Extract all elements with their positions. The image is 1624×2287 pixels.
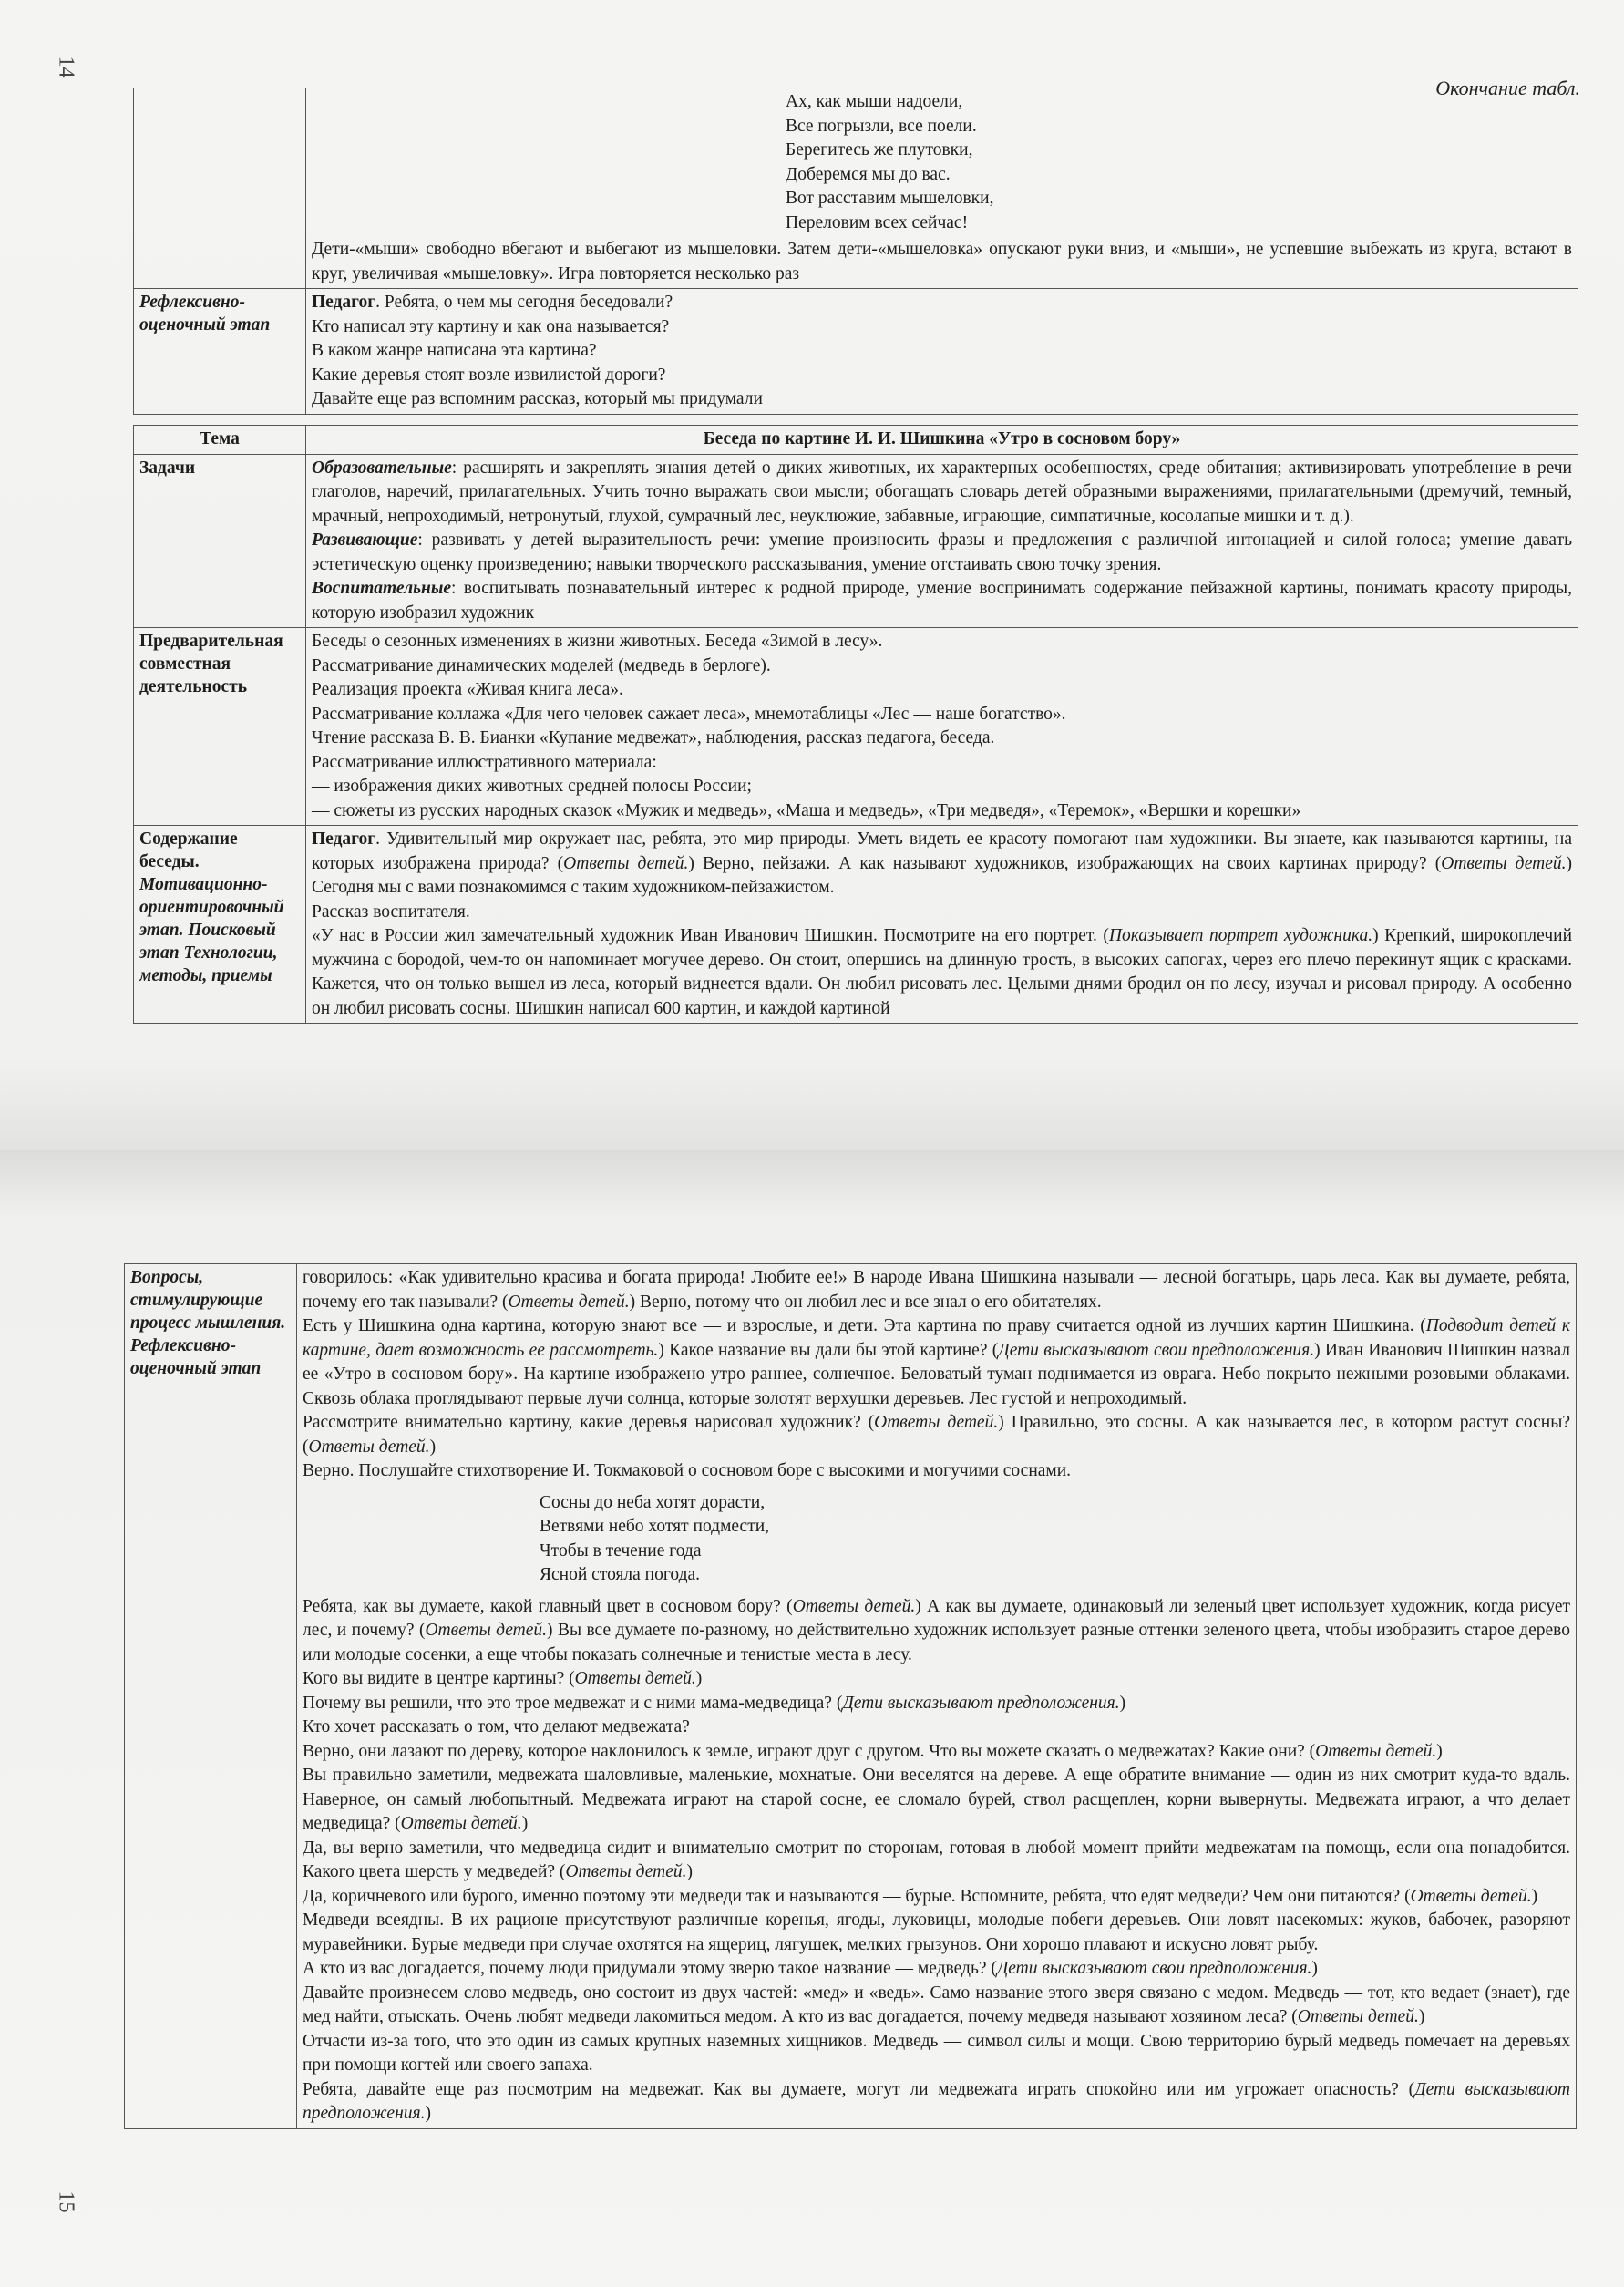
text-span: )	[1531, 1886, 1538, 1906]
children-answers: Ответы детей.	[792, 1596, 916, 1616]
text-span: )	[425, 2104, 431, 2123]
paragraph	[312, 924, 1572, 1021]
paragraph	[303, 2078, 1570, 2127]
paragraph	[303, 1692, 1570, 1716]
list-item: Чтение рассказа В. В. Бианки «Купание медвежат», наблюдения, рассказ педагога, беседа.	[312, 728, 995, 747]
questions-stage-cell	[297, 1264, 1577, 2129]
question-text: Кто написал эту картину и как она называется?	[312, 316, 670, 336]
topic-title: Беседа по картине И. И. Шишкина «Утро в сосновом бору»	[306, 426, 1578, 455]
paragraph	[303, 1764, 1570, 1837]
table-row	[134, 628, 1578, 826]
table-header-row	[134, 426, 1578, 455]
text-span: )	[429, 1437, 437, 1457]
text-span: говорилось: «Как удивительно красива и богата природа! Любите ее!» В народе Ивана Шишкина называли — лесной богатырь, царь леса. Как вы думаете, ребята, почему его так называли? (	[303, 1268, 1570, 1312]
game-poem	[786, 90, 1572, 235]
text-span: «У нас в России жил замечательный художник Иван Иванович Шишкин. Посмотрите на его портрет. (	[312, 926, 1109, 945]
task-term: Образовательные	[312, 458, 452, 478]
text-span: Да, коричневого или бурого, именно поэтому эти медведи так и называются — бурые. Вспомните, ребята, что едят медведи? Чем они питаются? (	[303, 1886, 1411, 1906]
lesson-table-end	[133, 88, 1578, 415]
children-guess: Дети высказывают предположения.	[842, 1693, 1120, 1713]
task-term: Развивающие	[312, 531, 418, 550]
text-span: )	[1418, 2007, 1425, 2026]
list-item: Рассматривание динамических моделей (медведь в берлоге).	[312, 655, 771, 675]
questions-stage-label: Вопросы, стимулирующие процесс мышления. Рефлексивно-оценочный этап	[125, 1264, 297, 2129]
lesson-plan-table	[133, 425, 1578, 1024]
game-cell	[306, 88, 1578, 289]
paragraph	[312, 828, 1572, 901]
tokmakova-poem	[540, 1491, 1570, 1588]
task-text: : воспитывать познавательный интерес к родной природе, умение воспринимать содержание пейзажной картины, понимать красоту природы, которую изобразил художник	[312, 579, 1572, 623]
tasks-cell	[306, 454, 1578, 628]
teacher-label: Педагог	[312, 829, 376, 849]
paragraph: Медведи всеядны. В их рационе присутствуют различные коренья, ягоды, луковицы, молодые побеги деревьев. Они ловят насекомых: жуков, бабочек, разоряют муравейники. Бурые медведи при случае охотятся на ящериц, лягушек, мелких грызунов. Они хорошо плавают и искусно ловят рыбу.	[303, 1911, 1570, 1954]
poem-line: Ветвями небо хотят подмести,	[540, 1517, 770, 1536]
table-continuation-note: Окончание табл.	[1435, 77, 1580, 99]
text-span: )	[1436, 1741, 1443, 1761]
children-answers: Ответы детей.	[565, 1862, 687, 1881]
question-text: Давайте еще раз вспомним рассказ, который мы придумали	[312, 389, 763, 408]
text-span: . Удивительный мир окружает нас, ребята, это мир природы. Уметь видеть ее красоту помогают нам художники. Вы знаете, как называются картины, на которых изображена природа? (	[312, 829, 1572, 873]
text-span: ) Какое название вы дали бы этой картине? (	[658, 1340, 999, 1360]
page-number-15: 15	[54, 2190, 78, 2213]
paragraph	[303, 1885, 1570, 1910]
list-item: Рассматривание иллюстративного материала:	[312, 752, 657, 772]
poem-line: Сосны до неба хотят дорасти,	[540, 1492, 766, 1512]
reflexive-stage-cell	[306, 289, 1578, 415]
text-span: )	[695, 1669, 703, 1688]
text-span: Вы правильно заметили, медвежата шаловливые, маленькие, мохнатые. Они веселятся на дереве. А еще обратите внимание — один из них смотрит куда-то вдаль. Наверное, он самый любопытный. Медвежата играют на старой сосне, ее сломало бурей, ствол расщеплен, корни вывернуты. Медвежата играют, а что делает медведица? (	[303, 1766, 1570, 1833]
children-answers: Ответы детей.	[563, 853, 689, 873]
children-answers: Ответы детей.	[574, 1669, 696, 1688]
poem-line: Чтобы в течение года	[540, 1540, 702, 1561]
text-span: Кого вы видите в центре картины? (	[303, 1669, 575, 1688]
stage-direction: Подводит детей к картине, дает возможность ее рассмотреть.	[303, 1316, 1570, 1360]
children-answers: Ответы детей.	[308, 1437, 430, 1457]
label-part: Содержание беседы.	[139, 829, 238, 871]
list-item: — сюжеты из русских народных сказок «Мужик и медведь», «Маша и медведь», «Три медведя», «Теремок», «Вершки и корешки»	[312, 800, 1301, 820]
text-span: Ребята, как вы думаете, какой главный цвет в сосновом бору? (	[303, 1596, 793, 1616]
conversation-content-cell	[306, 826, 1578, 1024]
question-text: Какие деревья стоят возле извилистой дороги?	[312, 365, 666, 385]
label-part: Мотивационно-ориентировочный этап. Поисковый этап Технологии, методы, приемы	[139, 875, 284, 985]
text-span: ) Иван Иванович Шишкин назвал ее «Утро в сосновом бору». На картине изображено утро раннее, солнечное. Беловатый туман поднимается из оврага. Небо покрыто нежными розовыми облаками. Сквозь облака проглядывают первые лучи солнца, которые золотят верхушки деревьев. Лес густой и непроходимый.	[303, 1340, 1571, 1408]
list-item: Рассматривание коллажа «Для чего человек сажает леса», мнемотаблицы «Лес — наше богатство».	[312, 704, 1066, 724]
children-answers: Ответы детей.	[1297, 2007, 1419, 2026]
text-span: А кто из вас догадается, почему люди придумали этому зверю такое название — медведь? (	[303, 1959, 997, 1978]
text-span: Верно, они лазают по дереву, которое наклонилось к земле, играют друг с другом. Что вы можете сказать о медвежатах? Какие они? (	[303, 1741, 1316, 1761]
question-text: В каком жанре написана эта картина?	[312, 341, 597, 360]
preliminary-activity-label: Предварительная совместная деятельность	[134, 628, 306, 826]
text-span: ) Сегодня мы с вами познакомимся с таким художником-пейзажистом.	[312, 853, 1572, 897]
task-term: Воспитательные	[312, 579, 452, 598]
page-number-14: 14	[54, 56, 78, 78]
table-row	[134, 88, 1578, 289]
text-span: Почему вы решили, что это трое медвежат и с ними мама-медведица? (	[303, 1693, 843, 1713]
paragraph	[303, 1595, 1570, 1668]
empty-label-cell	[134, 88, 306, 289]
question-text: . Ребята, о чем мы сегодня беседовали?	[375, 293, 673, 312]
table-row	[134, 454, 1578, 628]
tasks-label: Задачи	[134, 454, 306, 628]
task-developing	[312, 529, 1572, 577]
children-guess: Дети высказывают свои предположения.	[998, 1340, 1315, 1360]
paragraph: Отчасти из-за того, что это один из самых крупных наземных хищников. Медведь — символ силы и мощи. Свою территорию бурый медведь помечает на деревьях при помощи когтей или своего запаха.	[303, 2031, 1570, 2075]
table-row	[134, 826, 1578, 1024]
table-row	[125, 1264, 1577, 2129]
text-span: )	[1311, 1959, 1318, 1978]
poem-line: Переловим всех сейчас!	[786, 212, 969, 232]
paragraph	[303, 1982, 1570, 2030]
children-answers: Ответы детей.	[508, 1292, 630, 1312]
poem-line: Все погрызли, все поели.	[786, 116, 977, 136]
game-rules-text: Дети-«мыши» свободно вбегают и выбегают из мышеловки. Затем дети-«мышеловка» опускают руки вниз, и «мыши», не успевшие выбежать из круга, встают в круг, увеличивая «мышеловку». Игра повторяется несколько раз	[312, 240, 1572, 283]
children-answers: Ответы детей.	[400, 1814, 522, 1833]
conversation-content-label	[134, 826, 306, 1024]
text-span: Есть у Шишкина одна картина, которую знают все — и взрослые, и дети. Эта картина по праву считается одной из лучших картин Шишкина. (	[303, 1316, 1426, 1335]
topic-header: Тема	[134, 426, 306, 455]
poem-line: Вот расставим мышеловки,	[786, 189, 994, 208]
paragraph	[303, 1837, 1570, 1885]
paragraph	[303, 1314, 1570, 1411]
text-span: ) Крепкий, широкоплечий мужчина с бородой, чем-то он напоминает могучее дерево. Он стоит, опершись на длинную трость, в высоких сапогах, через его плечо перекинут ящик с красками. Кажется, что он только вышел из леса, который виднеется вдали. Он любил рисовать лес. Целыми днями бродил он по лесу, изучал и рисовал природу. А особенно он любил рисовать сосны. Шишкин написал 600 картин, и каждой картиной	[312, 926, 1573, 1018]
poem-line: Ясной стояла погода.	[540, 1565, 701, 1584]
stage-direction: Показывает портрет художника.	[1108, 926, 1373, 945]
text-span: ) Верно, потому что он любил лес и все знал о его обитателях.	[629, 1292, 1102, 1312]
text-span: Да, вы верно заметили, что медведица сидит и внимательно смотрит по сторонам, готовая в любой момент прийти медвежатам на помощь, если она понадобится. Какого цвета шерсть у медведей? (	[303, 1838, 1570, 1881]
table-row	[134, 289, 1578, 415]
reflexive-stage-label: Рефлексивно-оценочный этап	[134, 289, 306, 415]
text-span: )	[686, 1862, 693, 1881]
text-span: ) Верно, пейзажи. А как называют художников, изображающих на своих картинах природу? (	[688, 853, 1442, 873]
children-answers: Ответы детей.	[1315, 1741, 1437, 1761]
children-answers: Ответы детей.	[1441, 853, 1567, 873]
poem-line: Доберемся мы до вас.	[786, 164, 951, 184]
text-span: Ребята, давайте еще раз посмотрим на медвежат. Как вы думаете, могут ли медвежата играть спокойно или им угрожает опасность? (	[303, 2079, 1415, 2099]
poem-line: Берегитесь же плутовки,	[786, 140, 973, 160]
preliminary-activity-cell	[306, 628, 1578, 826]
text-line	[312, 291, 1572, 315]
lesson-table-continued	[124, 1263, 1577, 2129]
paragraph	[303, 1957, 1570, 1982]
children-guess: Дети высказывают предположения.	[303, 2079, 1571, 2123]
task-educational	[312, 457, 1572, 530]
text-span: ) Правильно, это сосны. А как называется лес, в котором растут сосны? (	[303, 1413, 1570, 1457]
text-span: ) Вы все думаете по-разному, но действительно художник использует разные оттенки зеленого цвета, чтобы изобразить старое дерево или молодые сосенки, а еще чтобы показать солнечные и тенистые места в лесу.	[303, 1621, 1570, 1664]
paragraph: Рассказ воспитателя.	[312, 901, 470, 922]
paragraph	[303, 1667, 1570, 1692]
paragraph	[303, 1740, 1570, 1765]
children-answers: Ответы детей.	[425, 1621, 548, 1640]
task-text: : расширять и закреплять знания детей о диких животных, их характерных особенностях, среде обитания; активизировать употребление в речи глаголов, наречий, прилагательных. Учить точно выражать свои мысли; обогащать словарь детей образными выражениями, прилагательными (дремучий, темный, мрачный, непроходимый, нетронутый, глухой, сумрачный лес, неуклюжие, забавные, играющие, симпатичные, косолапые мишки и т. д.).	[312, 458, 1572, 526]
children-answers: Ответы детей.	[1410, 1886, 1532, 1906]
task-text: : развивать у детей выразительность речи: умение произносить фразы и предложения с различной интонацией и силой голоса; умение давать эстетическую оценку произведению; навыки творческого рассказывания, умение отстаивать свою точку зрения.	[312, 531, 1572, 574]
text-span: Давайте произнесем слово медведь, оно состоит из двух частей: «мед» и «ведь». Само название этого зверя связано с медом. Медведь — тот, кто ведает (знает), где мед найти, отыскать. Очень любят медведи лакомиться медом. А кто из вас догадается, почему медведя называют хозяином леса? (	[303, 1983, 1570, 2026]
task-upbringing	[312, 577, 1572, 625]
children-answers: Ответы детей.	[874, 1413, 999, 1432]
text-span: ) А как вы думаете, одинаковый ли зеленый цвет использует художник, когда рисует лес, и почему? (	[303, 1596, 1570, 1640]
list-item: — изображения диких животных средней полосы России;	[312, 777, 752, 796]
paragraph: Кто хочет рассказать о том, что делают медвежата?	[303, 1717, 690, 1736]
paragraph: Верно. Послушайте стихотворение И. Токмаковой о сосновом боре с высокими и могучими соснами.	[303, 1461, 1072, 1480]
poem-line: Ах, как мыши надоели,	[786, 92, 963, 111]
paragraph	[303, 1266, 1570, 1314]
list-item: Реализация проекта «Живая книга леса».	[312, 680, 623, 699]
teacher-label: Педагог	[312, 293, 376, 312]
list-item: Беседы о сезонных изменениях в жизни животных. Беседа «Зимой в лесу».	[312, 632, 883, 651]
text-span: )	[521, 1814, 529, 1833]
text-span: Рассмотрите внимательно картину, какие деревья нарисовал художник? (	[303, 1413, 875, 1432]
text-span: )	[1119, 1693, 1126, 1713]
paragraph	[303, 1411, 1570, 1459]
children-guess: Дети высказывают свои предположения.	[996, 1959, 1312, 1978]
